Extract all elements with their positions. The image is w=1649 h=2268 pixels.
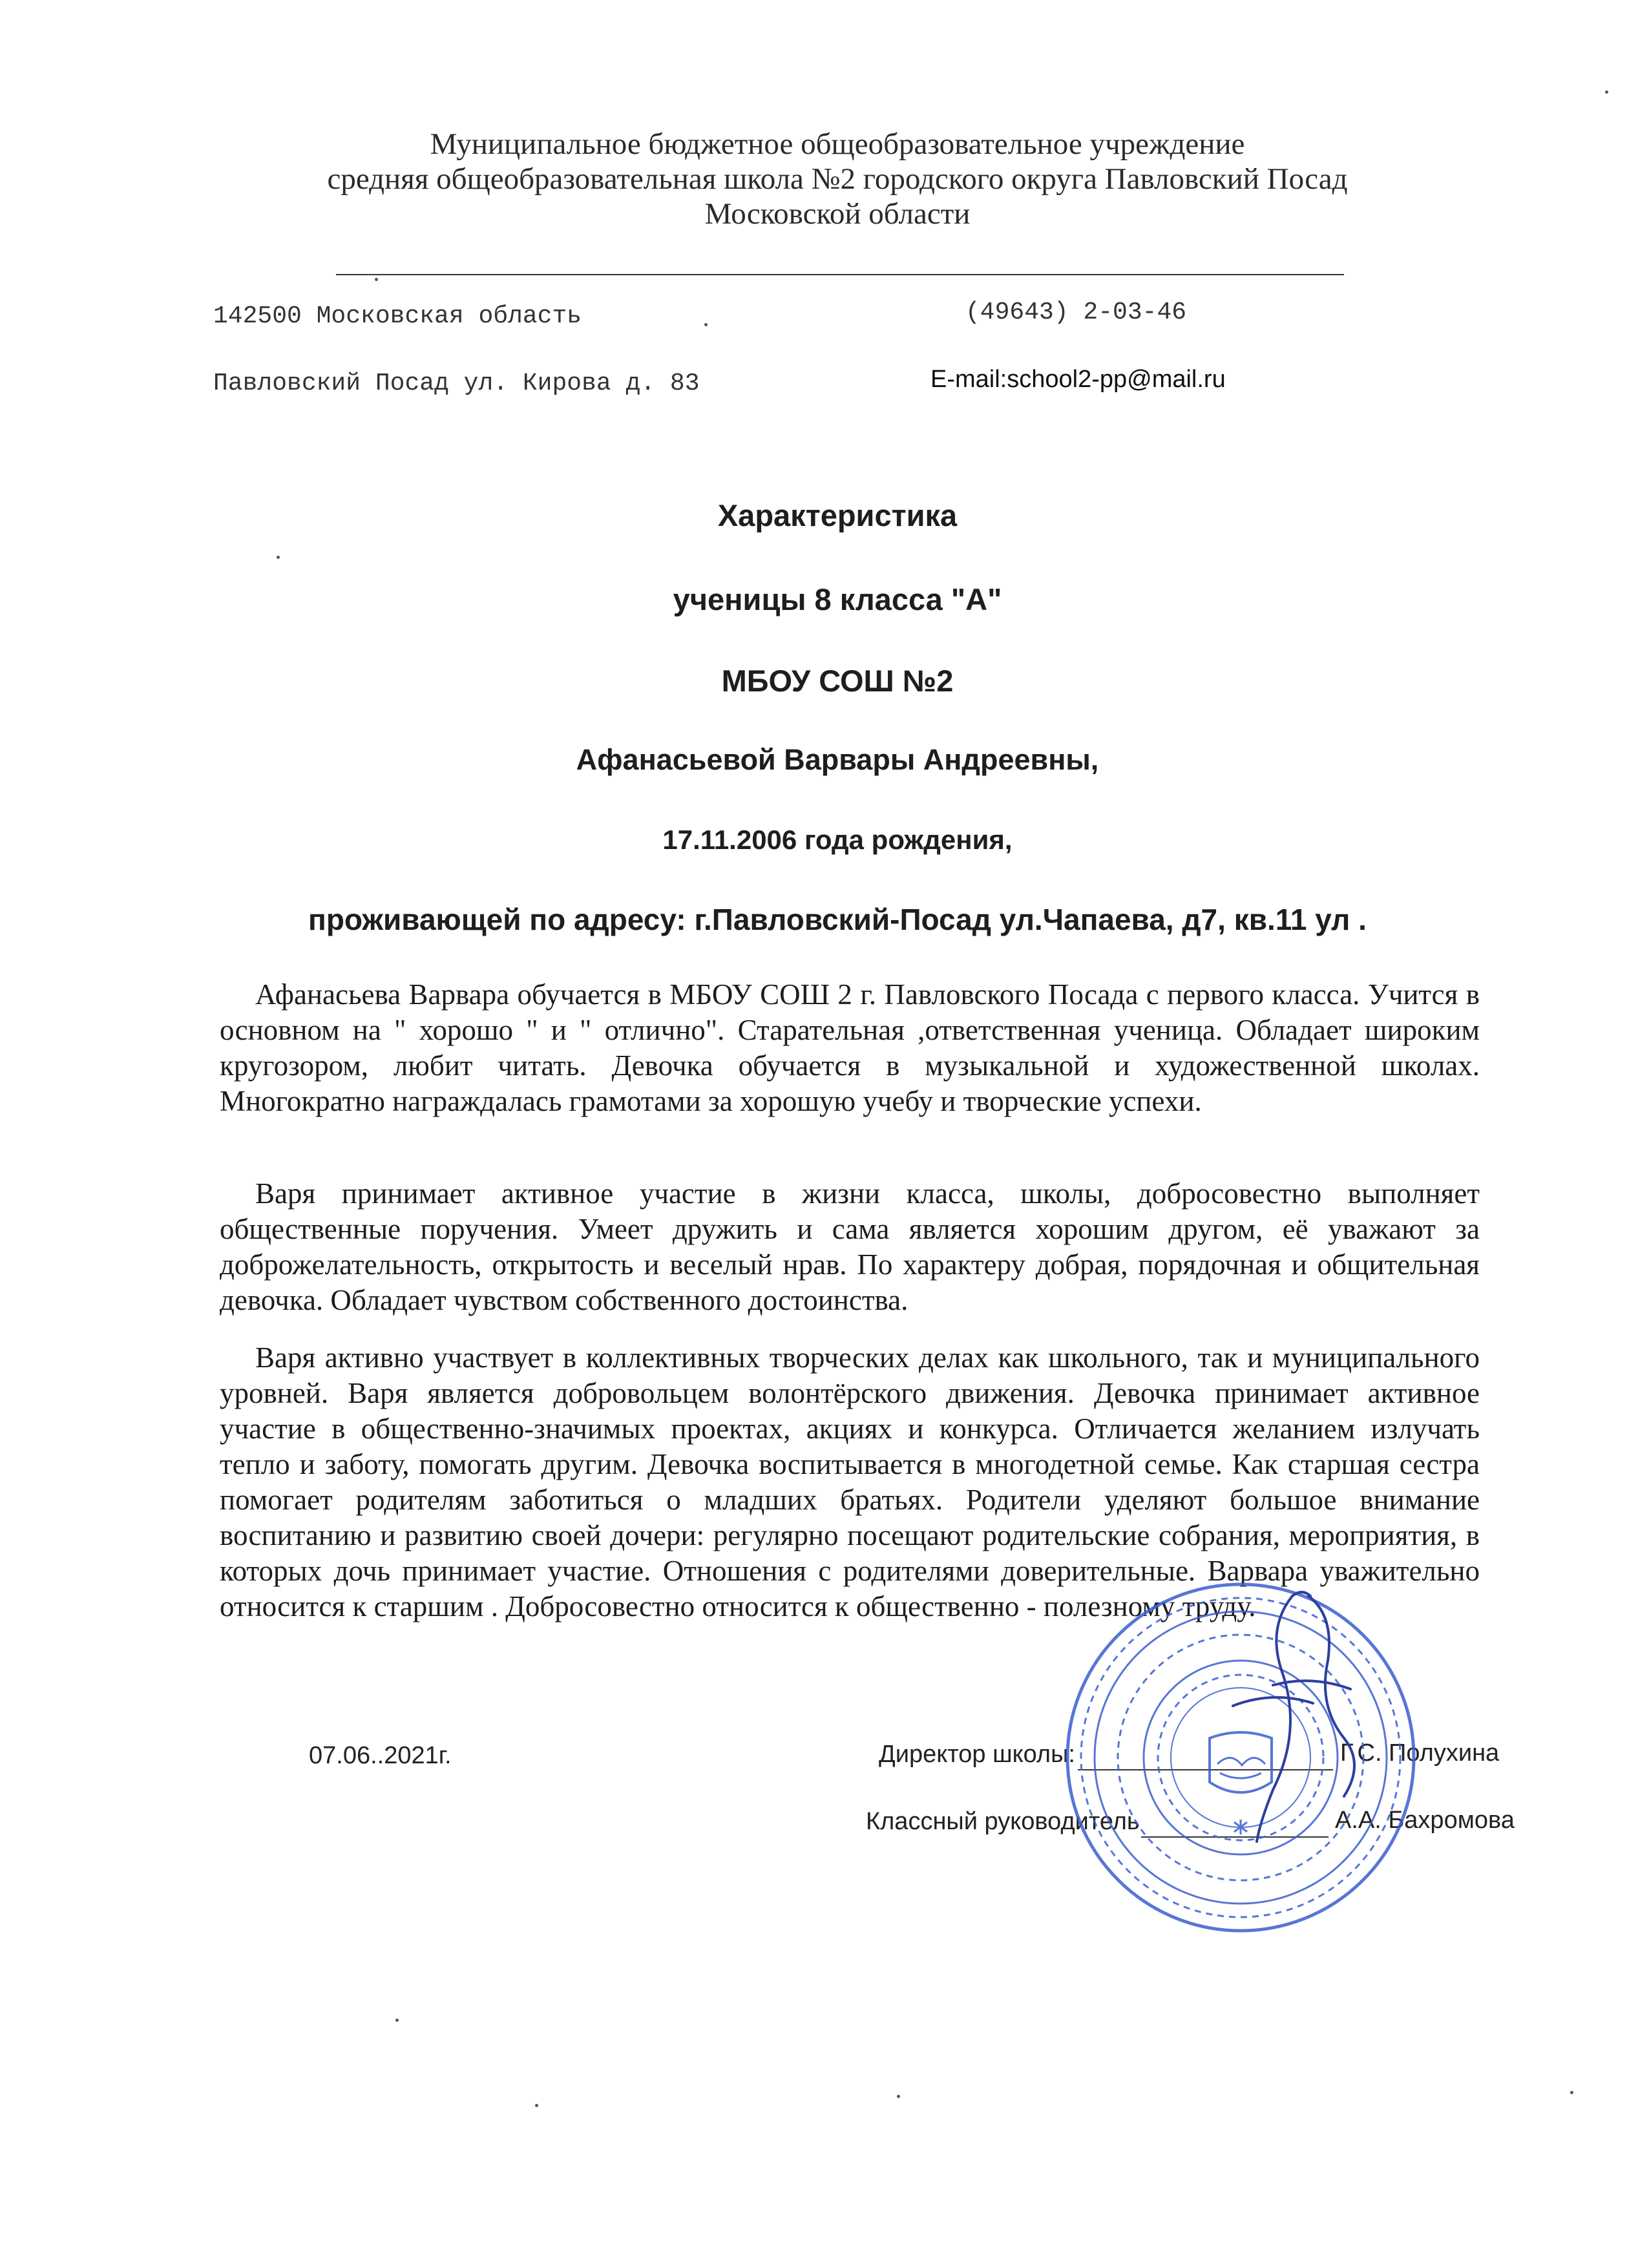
org-name-line-1: Муниципальное бюджетное общеобразовательное учреждение <box>430 127 1245 161</box>
email-address: E-mail:school2-pp@mail.ru <box>930 366 1226 393</box>
scan-speck <box>395 2019 399 2022</box>
student-address: проживающей по адресу: г.Павловский-Посад ул.Чапаева, д7, кв.11 ул . <box>308 903 1367 936</box>
paragraph-1-text: Афанасьева Варвара обучается в МБОУ СОШ 2 г. Павловского Посада с первого класса. Учится в основном на " хорошо " и " отлично". Старательная ,ответственная ученица. Обладает широким кругозором, любит читать. Девочка обучается в музыкальной и художественной школах. Многократно награждалась грамотами за хорошую учебу и творческие успехи. <box>220 978 1480 1117</box>
scan-speck <box>535 2104 538 2107</box>
school-name: МБОУ СОШ №2 <box>721 664 954 698</box>
student-name: Афанасьевой Варвары Андреевны, <box>576 743 1099 776</box>
director-role: Директор школы: <box>879 1741 1075 1768</box>
org-name-line-3: Московской области <box>704 197 971 231</box>
scan-speck <box>1605 90 1608 94</box>
document-date: 07.06..2021г. <box>309 1742 452 1769</box>
director-signature-icon <box>1195 1577 1389 1848</box>
paragraph-3-text: Варя активно участвует в коллективных творческих делах как школьного, так и муниципального уровней. Варя является добровольцем волонтёрского движения. Девочка принимает активное участие в общественно-значимых проектах, акциях и конкурса. Отличается желанием излучать тепло и заботу, помогать другим. Девочка воспитывается в многодетной семье. Как старшая сестра помогает родителям заботиться о младших братьях. Родители уделяют большое внимание воспитанию и развитию своей дочери: регулярно посещают родительские собрания, мероприятия, в которых дочь принимает участие. Отношения с родителями доверительные. Варвара уважительно относится к старшим . Добросовестно относится к общественно - полезному труду. <box>220 1341 1480 1622</box>
org-name-line-2: средняя общеобразовательная школа №2 городского округа Павловский Посад <box>327 162 1348 196</box>
director-name: Г.С. Полухина <box>1340 1739 1500 1767</box>
class-teacher-role: Классный руководитель <box>866 1808 1140 1835</box>
body-paragraph-2 <box>220 1176 1480 1318</box>
scan-speck <box>375 278 378 281</box>
scan-speck <box>1570 2091 1573 2094</box>
paragraph-2-text: Варя принимает активное участие в жизни класса, школы, добросовестно выполняет общественные поручения. Умеет дружить и сама является хорошим другом, её уважают за доброжелательность, открытость и веселый нрав. По характеру добрая, порядочная и общительная девочка. Обладает чувством собственного достоинства. <box>220 1177 1480 1316</box>
header-divider <box>336 274 1344 275</box>
class-teacher-name: А.А. Бахромова <box>1335 1807 1515 1834</box>
address-line-1: 142500 Московская область <box>213 302 582 330</box>
address-line-2: Павловский Посад ул. Кирова д. 83 <box>213 370 700 397</box>
birth-date: 17.11.2006 года рождения, <box>662 824 1013 855</box>
phone-number: (49643) 2-03-46 <box>965 299 1187 326</box>
body-paragraph-1 <box>220 977 1480 1119</box>
document-title: Характеристика <box>717 498 958 532</box>
scan-speck <box>704 323 708 326</box>
scan-speck <box>897 2095 900 2098</box>
scan-speck <box>277 556 280 559</box>
student-class: ученицы 8 класса "А" <box>673 582 1002 616</box>
